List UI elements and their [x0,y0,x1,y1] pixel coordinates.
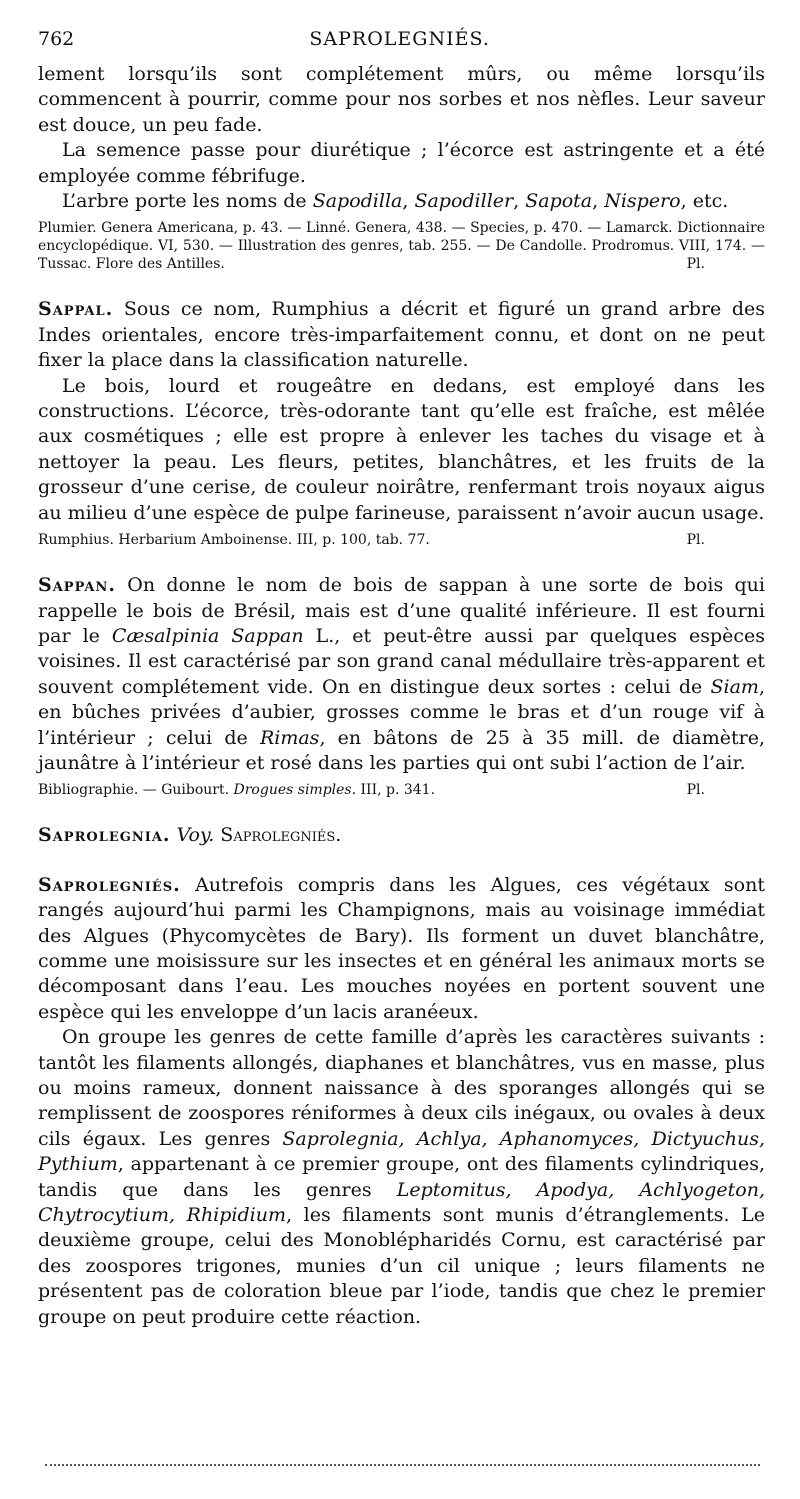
vernacular-name: Nispero [604,190,681,213]
bibliography-reference: Rumphius. Herbarium Amboinense. III, p. 100, tab. 77. Pl. [38,532,705,549]
paragraph: Saprolegniés. Autrefois compris dans les Algues, ces végétaux sont rangés aujourd’hui parmi les Champignons, mais au voisinage immédiat des Algues (Phycomycètes de Bary). Ils forment un duvet blanchâtre, comme une moisissure sur les insectes et en général les animaux morts se décomposant dans l’eau. Les mouches noyées en portent souvent une espèce qui les enveloppe d’un lacis aranéeux. [38,873,765,1023]
entry-sappan [38,573,765,799]
paragraph: Sappal. Sous ce nom, Rumphius a décrit et figuré un grand arbre des Indes orientales, encore très-imparfaitement connu, et dont on ne peut fixer la place dans la classification naturelle. [38,298,765,372]
page-number: 762 [38,28,75,50]
paragraph: L’arbre porte les noms de Sapodilla, Sapodiller, Sapota, Nispero, etc. [62,190,729,213]
author-initials: Pl. [686,532,705,549]
genera-list: Leptomitus, Apodya, Achlyogeton, Chytrocytium, Rhipidium [38,1178,765,1227]
variety-name: Siam [710,675,759,698]
page [38,28,765,1330]
vernacular-name: Sapodilla [312,190,403,213]
entry-saprolegnia [38,823,765,848]
entry-headword: Saprolegniés. [38,873,181,896]
vernacular-name: Sapodiller [414,190,514,213]
entry-saprolegnies [38,873,765,1330]
entry-headword: Saprolegnia. [38,824,171,847]
bibliography-reference: Bibliographie. — Guibourt. Drogues simples. III, p. 341. Pl. [38,782,705,799]
paragraph: On groupe les genres de cette famille d’après les caractères suivants : tantôt les filaments allongés, diaphanes et blanchâtres, vus en masse, plus ou moins rameux, donnent naissance à des sporanges allongés qui se remplissent de zoospores réniformes à deux cils inégaux, ou ovales à deux cils égaux. Les genres Saprolegnia, Achlya, Aphanomyces, Dictyuchus, Pythium, appartenant à ce premier groupe, ont des filaments cylindriques, tandis que dans les genres Leptomitus, Apodya, Achlyogeton, Chytrocytium, Rhipidium, les filaments sont munis d’étranglements. Le deuxième groupe, celui des Monoblépharidés Cornu, est caractérisé par des zoospores trigones, munies d’un cil unique ; leurs filaments ne présentent pas de coloration bleue par l’iode, tandis que chez le premier groupe on peut produire cette réaction. [38,1026,766,1328]
paragraph: Le bois, lourd et rougeâtre en dedans, est employé dans les constructions. L’écorce, très-odorante tant qu’elle est fraîche, est mêlée aux cosmétiques ; elle est propre à enlever les taches du visage et à nettoyer la peau. Les fleurs, petites, blanchâtres, et les fruits de la grosseur d’une cerise, de couleur noirâtre, renfermant trois noyaux aigus au milieu d’une espèce de pulpe farineuse, paraissent n’avoir aucun usage. [38,374,765,524]
paragraph: lement lorsqu’ils sont complétement mûrs, ou même lorsqu’ils commencent à pourrir, comme pour nos sorbes et nos nèfles. Leur saveur est douce, un peu fade. [38,63,765,136]
author-initials: Pl. [686,782,705,799]
bibliography-reference: Plumier. Genera Americana, p. 43. — Linné. Genera, 438. — Species, p. 470. — Lamarck. Dictionnaire encyclopédique. VI, 530. — Illustration des genres, tab. 255. — De Candolle. Prodromus. VIII, 174. — Tussac. Flore des Antilles. Pl. [38,220,765,273]
entry-sappal [38,297,765,549]
cross-reference-target[interactable]: Saprolegniés. [220,824,342,847]
footer-dotted-rule [45,1464,760,1466]
author-initials: Pl. [686,256,705,273]
paragraph: Sappan. On donne le nom de bois de sappan à une sorte de bois qui rappelle le bois de Brésil, mais est d’une qualité inférieure. Il est fourni par le Cæsalpinia Sappan L., et peut-être aussi par quelques espèces voisines. Il est caractérisé par son grand canal médullaire très-apparent et souvent complétement vide. On en distingue deux sortes : celui de Siam, en bûches privées d’aubier, grosses comme le bras et d’un rouge vif à l’intérieur ; celui de Rimas, en bâtons de 25 à 35 mill. de diamètre, jaunâtre à l’intérieur et rosé dans les parties qui ont subi l’action de l’air. [38,574,765,774]
vernacular-name: Sapota [525,190,593,213]
entry-headword: Sappal. [38,298,114,321]
running-title: SAPROLEGNIÉS. [309,28,490,50]
entry-headword: Sappan. [38,574,116,597]
genera-list: Saprolegnia, Achlya, Aphanomyces, Dictyuchus, Pythium [38,1127,765,1176]
variety-name: Rimas [259,726,320,749]
cross-reference: Saprolegnia. Voy. Saprolegniés. [38,824,342,847]
entry-sapotier-continued [38,62,765,273]
page-header [38,28,765,58]
species-name: Cæsalpinia Sappan [111,624,304,647]
paragraph: La semence passe pour diurétique ; l’écorce est astringente et a été employée comme fébrifuge. [38,139,765,187]
